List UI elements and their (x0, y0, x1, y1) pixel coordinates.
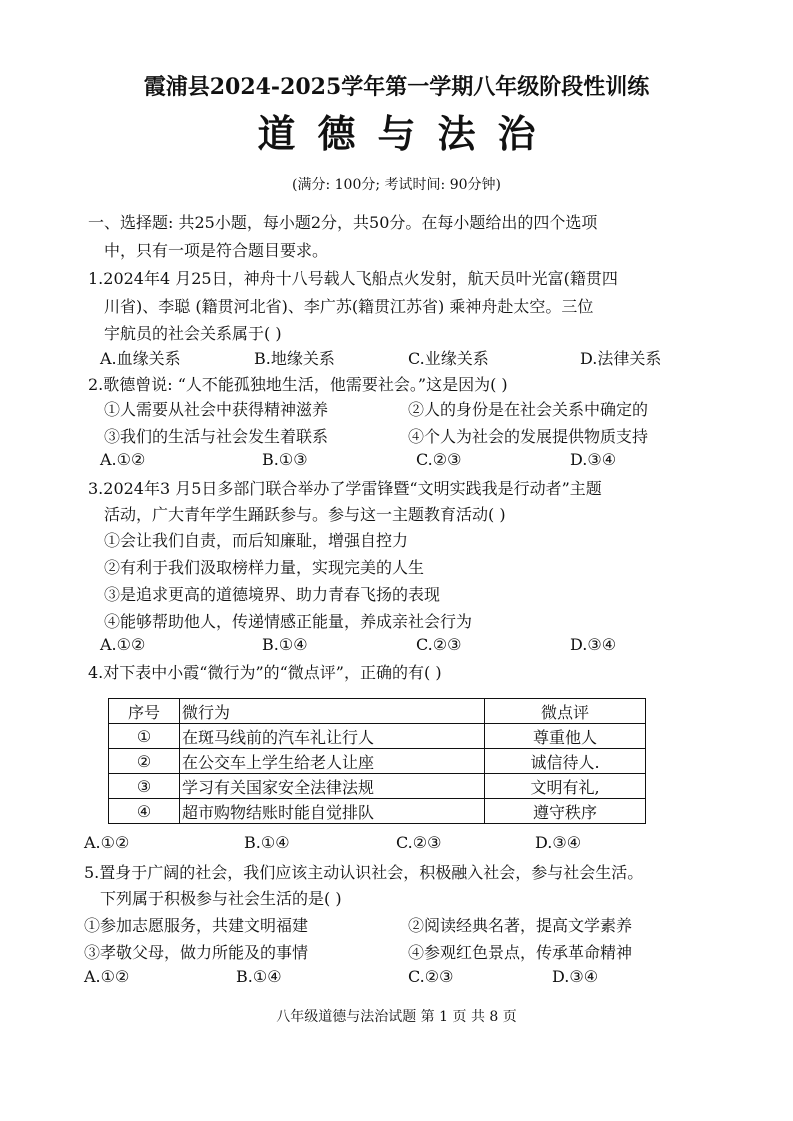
option-b: B.①④ (236, 967, 282, 986)
option-b: B.①④ (262, 635, 308, 654)
option-d: D.③④ (570, 635, 617, 654)
score-info: (满分: 100分; 考试时间: 90分钟) (292, 177, 501, 193)
statement-4: ④参观红色景点，传承革命精神 (408, 943, 633, 962)
option-c: C.②③ (416, 635, 462, 654)
table-row (109, 749, 646, 774)
statement-2: ②有利于我们汲取榜样力量，实现完美的人生 (104, 558, 425, 577)
option-a: A.①② (100, 450, 146, 469)
statement-1: ①参加志愿服务，共建文明福建 (84, 916, 309, 935)
option-d: D.③④ (535, 833, 582, 852)
option-d: D.③④ (552, 967, 599, 986)
statement-3: ③孝敬父母，做力所能及的事情 (84, 943, 309, 962)
question-1-stem: 1.2024年4 月25日，神舟十八号载人飞船点火发射，航天员叶光富(籍贯四 (88, 269, 618, 288)
table-cell: ③ (109, 774, 180, 799)
statement-2: ②阅读经典名著，提高文学素养 (408, 916, 633, 935)
option-b: B.①③ (262, 450, 308, 469)
option-b: B.①④ (244, 833, 290, 852)
table-row (109, 724, 646, 749)
statement-3: ③我们的生活与社会发生着联系 (104, 427, 329, 446)
table-cell: 文明有礼, (485, 774, 646, 799)
table-cell: 超市购物结账时能自觉排队 (180, 799, 485, 824)
statement-1: ①人需要从社会中获得精神滋养 (104, 400, 329, 419)
page-footer: 八年级道德与法治试题 第 1 页 共 8 页 (276, 1009, 517, 1025)
question-1-stem-cont: 宇航员的社会关系属于( ) (104, 324, 282, 343)
question-4-stem: 4.对下表中小霞“微行为”的“微点评”，正确的有( ) (88, 663, 442, 682)
question-5-stem: 5.置身于广阔的社会，我们应该主动认识社会，积极融入社会，参与社会生活。 (84, 863, 644, 882)
question-3-stem: 3.2024年3 月5日多部门联合举办了学雷锋暨“文明实践我是行动者”主题 (88, 479, 602, 498)
option-d: D.③④ (570, 450, 617, 469)
section-heading-cont: 中，只有一项是符合题目要求。 (104, 241, 329, 260)
table-cell: ④ (109, 799, 180, 824)
table-cell: ② (109, 749, 180, 774)
table-header: 微点评 (485, 699, 646, 724)
option-b: B.地缘关系 (254, 349, 335, 368)
table-cell: 在斑马线前的汽车礼让行人 (180, 724, 485, 749)
option-d: D.法律关系 (580, 349, 662, 368)
subject-title: 道德与法治 (257, 111, 558, 156)
option-c: C.②③ (408, 967, 454, 986)
option-a: A.①② (84, 833, 130, 852)
exam-title: 霞浦县2024-2025学年第一学期八年级阶段性训练 (143, 74, 650, 100)
table-row (109, 799, 646, 824)
question-2-stem: 2.歌德曾说: “人不能孤独地生活，他需要社会。”这是因为( ) (88, 375, 508, 394)
statement-3: ③是追求更高的道德境界、助力青春飞扬的表现 (104, 585, 441, 604)
table-row (109, 774, 646, 799)
section-heading: 一、选择题: 共25小题，每小题2分，共50分。在每小题给出的四个选项 (88, 213, 598, 232)
table-cell: ① (109, 724, 180, 749)
table-cell: 在公交车上学生给老人让座 (180, 749, 485, 774)
question-5-stem-cont: 下列属于积极参与社会生活的是( ) (100, 889, 342, 908)
option-a: A.①② (100, 635, 146, 654)
statement-1: ①会让我们自责，而后知廉耻，增强自控力 (104, 531, 409, 550)
table-cell: 诚信待人. (485, 749, 646, 774)
statement-4: ④个人为社会的发展提供物质支持 (408, 427, 649, 446)
behavior-table (108, 698, 646, 824)
table-header: 序号 (109, 699, 180, 724)
option-c: C.②③ (396, 833, 442, 852)
table-cell: 遵守秩序 (485, 799, 646, 824)
statement-2: ②人的身份是在社会关系中确定的 (408, 400, 649, 419)
table-header-row (109, 699, 646, 724)
option-a: A.①② (84, 967, 130, 986)
option-c: C.业缘关系 (408, 349, 489, 368)
table-cell: 学习有关国家安全法律法规 (180, 774, 485, 799)
table-cell: 尊重他人 (485, 724, 646, 749)
table-header: 微行为 (180, 699, 485, 724)
question-1-stem-cont: 川省)、李聪 (籍贯河北省)、李广苏(籍贯江苏省) 乘神舟赴太空。三位 (104, 297, 594, 316)
option-c: C.②③ (416, 450, 462, 469)
option-a: A.血缘关系 (100, 349, 181, 368)
statement-4: ④能够帮助他人，传递情感正能量，养成亲社会行为 (104, 612, 473, 631)
question-3-stem-cont: 活动，广大青年学生踊跃参与。参与这一主题教育活动( ) (104, 505, 506, 524)
